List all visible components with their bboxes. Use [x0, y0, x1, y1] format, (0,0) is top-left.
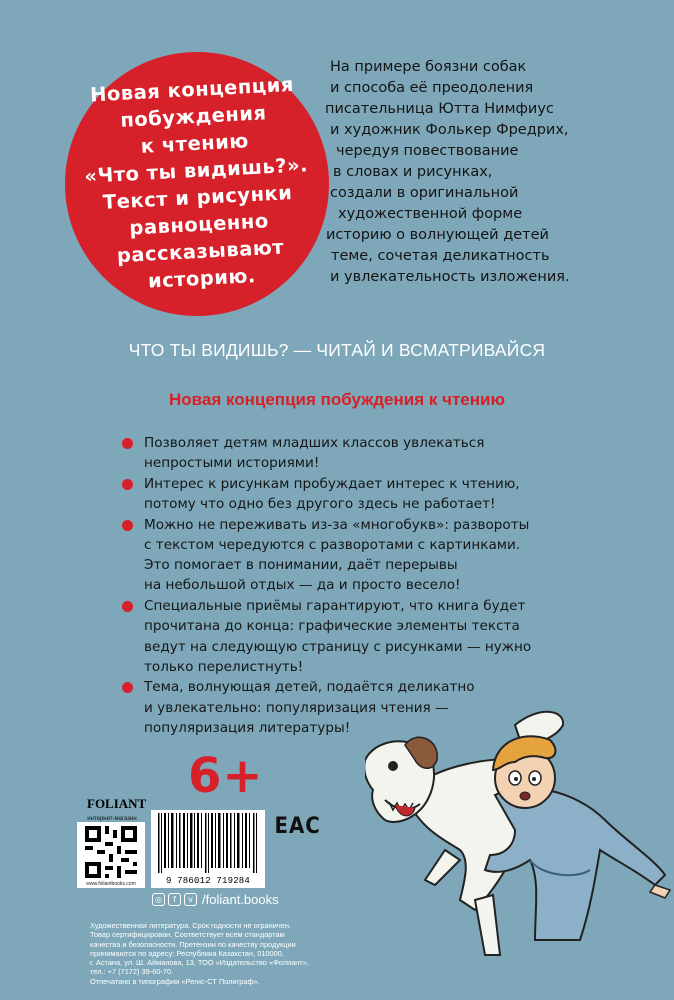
legal-info: [90, 921, 390, 986]
social-links: [152, 892, 279, 907]
list-item-line: и увлекательно: популяризация чтения —: [144, 699, 449, 716]
intro-line: художественной форме: [338, 206, 523, 222]
intro-line: и способа её преодоления: [330, 80, 534, 96]
age-rating: 6+: [188, 748, 264, 804]
promo-circle: [65, 52, 329, 316]
list-item-line: Позволяет детям младших классов увлекаться: [144, 435, 485, 451]
list-item-line: только перелистнуть!: [144, 658, 304, 675]
legal-line: г. Астана, ул. Ш. Айманова, 13, ТОО «Издательство «Фолиант»,: [90, 958, 309, 968]
intro-line: На примере боязни собак: [330, 59, 527, 75]
barcode-icon: [156, 813, 260, 873]
list-item: [120, 515, 640, 596]
list-item-line: на небольшой отдых — да и просто весело!: [144, 577, 461, 594]
qr-code-icon: [85, 826, 137, 878]
list-item-line: Интерес к рисункам пробуждает интерес к чтению,: [144, 475, 520, 492]
legal-line: Товар сертифицирован. Соответствует всем стандартам: [90, 930, 285, 940]
bullet-dot-icon: [122, 601, 133, 612]
legal-line: качества и безопасности. Претензии по качеству продукции: [90, 939, 296, 949]
boy-and-dog-illustration: [365, 700, 674, 970]
legal-line: Отпечатано в типографии «Регис-СТ Полиграф».: [90, 976, 260, 986]
list-item-line: с текстом чередуются с разворотами с картинками.: [144, 537, 521, 554]
intro-line: и увлекательность изложения.: [330, 269, 570, 285]
intro-line: историю о волнующей детей: [326, 227, 549, 243]
list-item-line: непростыми историями!: [144, 455, 320, 472]
headline: ЧТО ТЫ ВИДИШЬ? — ЧИТАЙ И ВСМАТРИВАЙСЯ: [128, 340, 546, 360]
intro-paragraph: [318, 57, 638, 288]
intro-line: создали в оригинальной: [330, 185, 519, 201]
intro-line: и художник Фолькер Фредрих,: [330, 122, 569, 138]
shop-label: интернет-магазин: [87, 816, 137, 822]
intro-line: теме, сочетая деликатность: [331, 248, 550, 264]
social-handle[interactable]: /foliant.books: [202, 892, 279, 907]
intro-line: чередуя повествование: [336, 143, 519, 159]
list-item-line: Это помогает в понимании, даёт перерывы: [144, 557, 458, 574]
qr-code[interactable]: [77, 822, 145, 888]
bullet-dot-icon: [122, 520, 133, 531]
barcode: [151, 810, 265, 888]
list-item-line: Можно не переживать из-за «многобукв»: развороты: [144, 516, 530, 533]
legal-line: Художественная литература. Срок годности не ограничен.: [90, 921, 291, 930]
list-item-line: потому что одно без другого здесь не работает!: [144, 496, 496, 513]
intro-line: в словах и рисунках,: [333, 164, 493, 180]
eac-mark: EAC: [274, 814, 321, 839]
facebook-icon[interactable]: f: [168, 893, 181, 906]
list-item-line: популяризация литературы!: [144, 719, 351, 736]
bullet-dot-icon: [122, 479, 133, 490]
list-item: [120, 596, 640, 677]
list-item-line: Тема, волнующая детей, подаётся деликатно: [144, 679, 475, 696]
bullet-dot-icon: [122, 682, 133, 693]
list-item-line: Специальные приёмы гарантируют, что книга будет: [144, 598, 526, 615]
publisher-logo: FOLIANT: [87, 796, 147, 811]
legal-line: тел.: +7 (7172) 39-60-70.: [90, 967, 174, 977]
barcode-number: 9 786012 719284: [165, 876, 250, 886]
list-item-line: ведут на следующую страницу с рисунками — нужно: [144, 638, 532, 655]
legal-line: принимаются по адресу: Республика Казахстан, 010000,: [90, 948, 284, 958]
vk-icon[interactable]: v: [184, 893, 197, 906]
list-item-line: прочитана до конца: графические элементы текста: [144, 618, 520, 635]
list-item: [120, 474, 640, 514]
list-item: [120, 433, 640, 473]
feature-list: [120, 433, 640, 738]
subheading: Новая концепция побуждения к чтению: [168, 390, 505, 409]
bullet-dot-icon: [122, 438, 133, 449]
promo-circle-text: Новая концепция побуждения к чтению «Что ты видишь?». Текст и рисунки равноценно рассказывают историю.: [83, 72, 309, 293]
qr-url: www.foliantbooks.com: [86, 881, 136, 887]
intro-line: писательница Ютта Нимфиус: [325, 101, 554, 117]
instagram-icon[interactable]: ◎: [152, 893, 165, 906]
